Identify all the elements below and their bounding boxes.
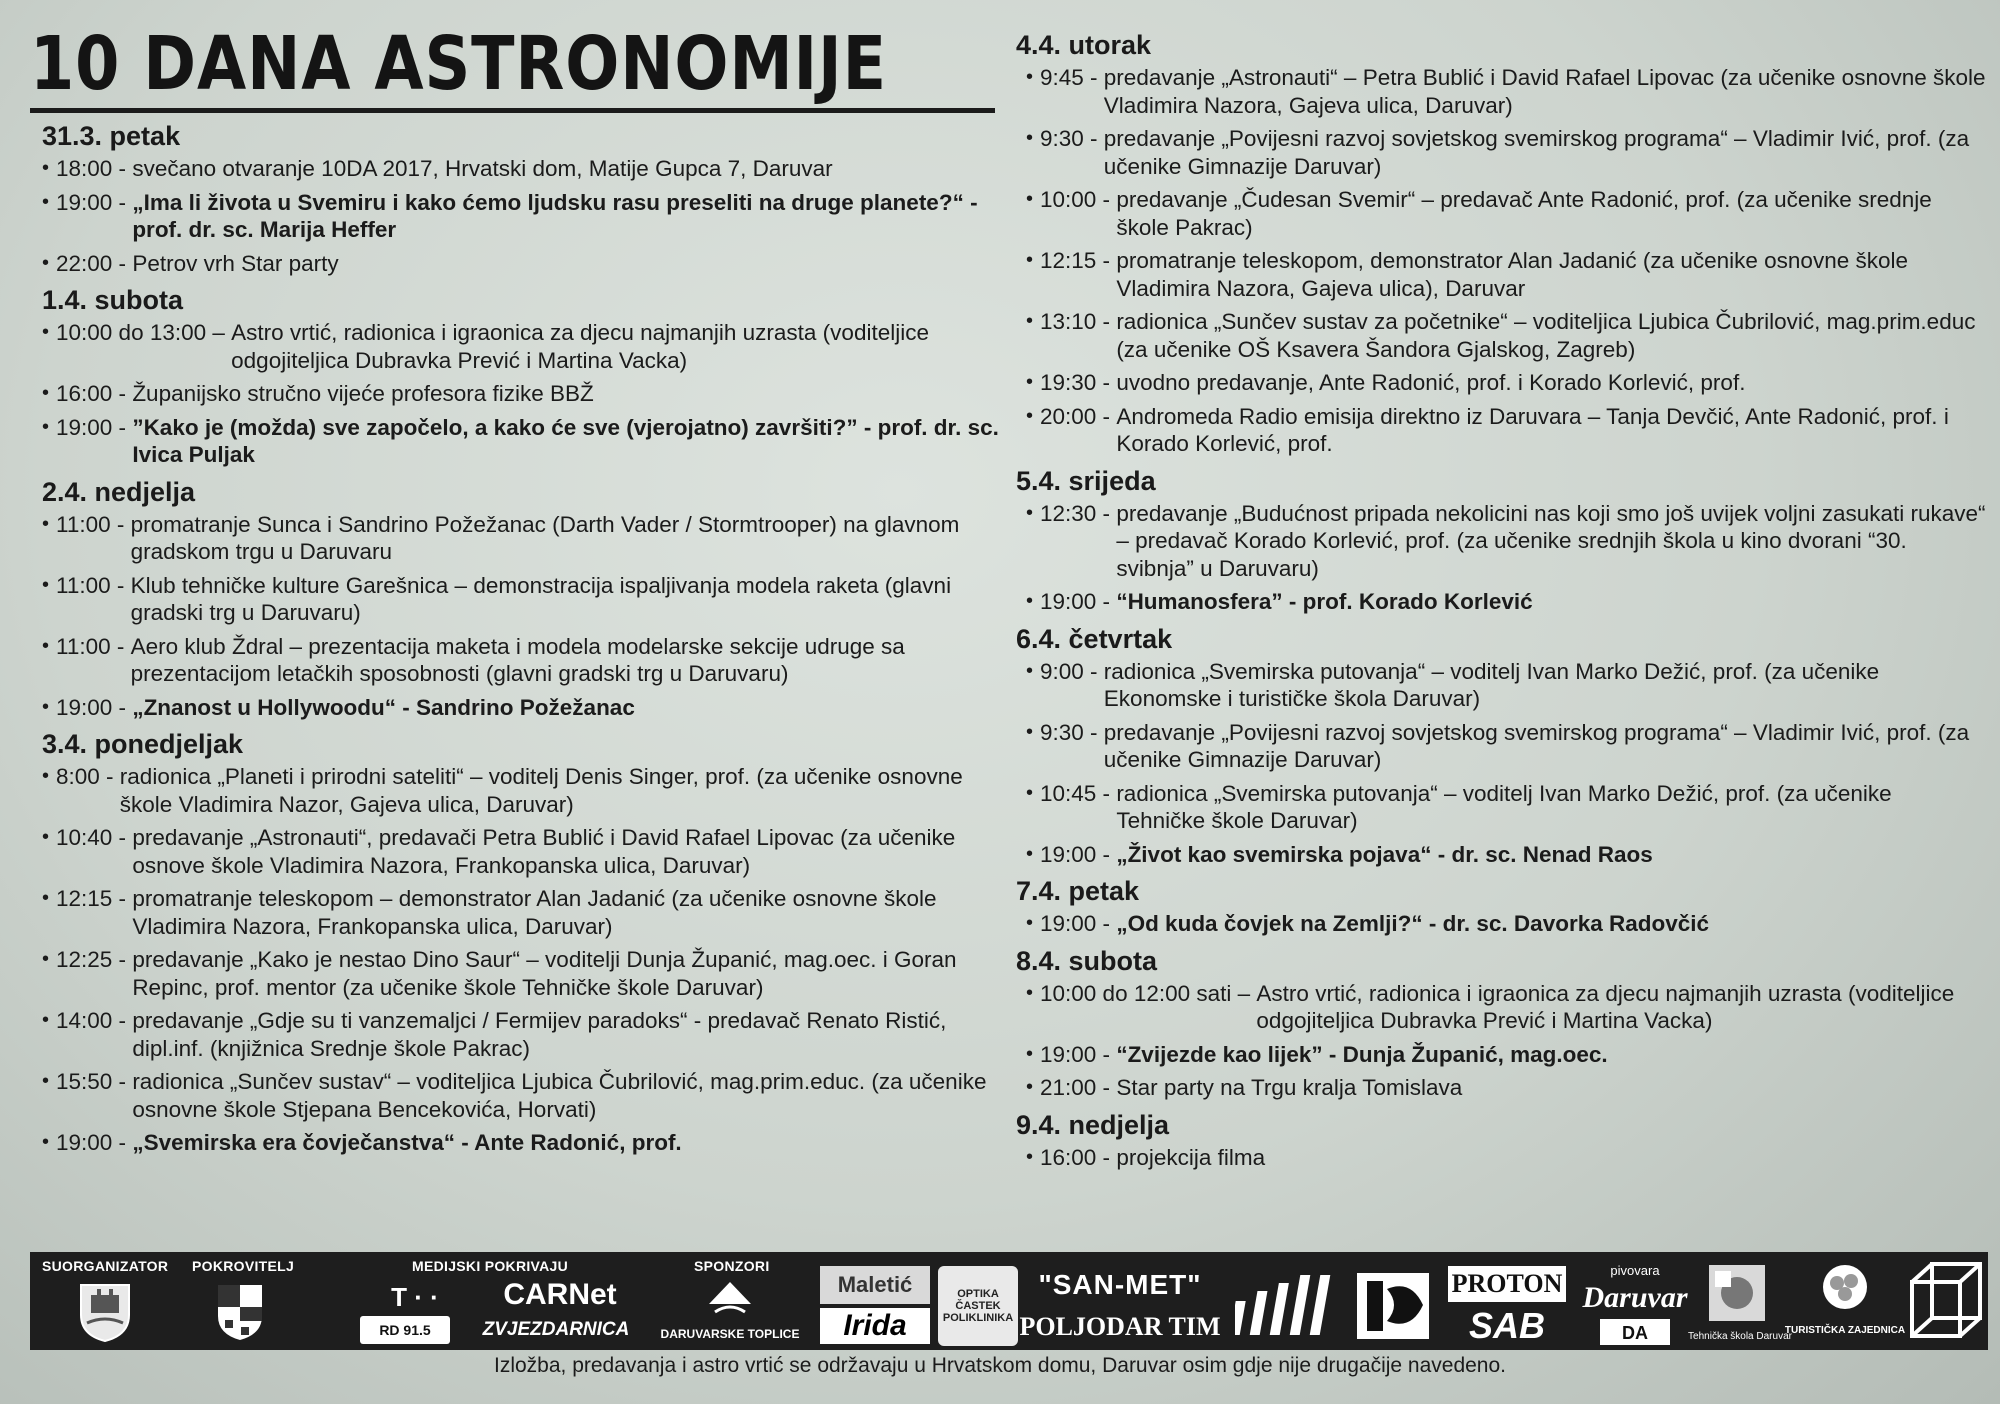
bullet-icon: • bbox=[1026, 720, 1034, 743]
event-description: „Od kuda čovjek na Zemlji?“ - dr. sc. Davorka Radovčić bbox=[1116, 911, 1710, 936]
pivovara-label: pivovara bbox=[1610, 1262, 1660, 1278]
event-item bbox=[42, 414, 1015, 469]
event-description: predavanje „Povijesni razvoj sovjetskog svemirskog programa“ – Vladimir Ivić, prof. (za učenike Gimnazije Daruvar) bbox=[1103, 126, 1970, 179]
event-item bbox=[1026, 247, 1986, 302]
event-item bbox=[1026, 841, 1986, 869]
bullet-icon: • bbox=[1026, 1042, 1034, 1065]
bullet-icon: • bbox=[1026, 1076, 1034, 1098]
bullet-icon: • bbox=[1026, 66, 1034, 88]
pokrovitelj-label: POKROVITELJ bbox=[192, 1258, 295, 1274]
event-description: “Humanosfera” - prof. Korado Korlević bbox=[1116, 589, 1533, 614]
sponzori-label: SPONZORI bbox=[694, 1258, 770, 1274]
bullet-icon: • bbox=[1026, 1145, 1034, 1168]
rd-radio-logo: RD 91.5 bbox=[360, 1316, 450, 1344]
bullet-icon: • bbox=[1026, 188, 1034, 210]
event-description: Star party na Trgu kralja Tomislava bbox=[1116, 1075, 1463, 1100]
event-item bbox=[1026, 1041, 1986, 1069]
event-time: 9:30 - bbox=[1040, 719, 1104, 745]
event-item bbox=[42, 694, 1015, 722]
event-item bbox=[42, 946, 1015, 1001]
bullet-icon: • bbox=[42, 512, 50, 535]
bullet-icon: • bbox=[42, 321, 50, 343]
pivovara-da-icon bbox=[1590, 1318, 1680, 1346]
event-item bbox=[42, 511, 1015, 566]
event-item bbox=[42, 633, 1015, 688]
day-heading: 2.4. nedjelja bbox=[42, 476, 196, 507]
event-time: 21:00 - bbox=[1040, 1075, 1117, 1100]
event-item bbox=[1026, 500, 1986, 583]
san-met-logo: "SAN-MET" bbox=[1038, 1269, 1202, 1300]
event-time: 13:10 - bbox=[1040, 309, 1117, 334]
bullet-icon: • bbox=[42, 415, 50, 438]
bullet-icon: • bbox=[42, 157, 50, 179]
day-section bbox=[1016, 944, 1986, 1102]
event-description: Astro vrtić, radionica i igraonica za djecu najmanjih uzrasta (voditeljice odgojiteljica Dubravka Prević i Martina Vacka) bbox=[1256, 980, 1955, 1033]
event-item bbox=[42, 380, 1015, 408]
bullet-icon: • bbox=[42, 826, 50, 848]
event-item bbox=[1026, 369, 1986, 397]
suorganizator-label: SUORGANIZATOR bbox=[42, 1258, 169, 1274]
bullet-icon: • bbox=[42, 382, 50, 404]
event-time: 19:00 - bbox=[1040, 911, 1117, 936]
event-item bbox=[42, 885, 1015, 940]
bullet-icon: • bbox=[1026, 659, 1034, 682]
event-time: 8:00 - bbox=[56, 764, 120, 789]
proton-logo: PROTON bbox=[1448, 1266, 1566, 1302]
day-heading: 8.4. subota bbox=[1016, 945, 1158, 976]
bullet-icon: • bbox=[42, 1009, 50, 1031]
event-description: „Svemirska era čovječanstva“ - Ante Radonić, prof. bbox=[132, 1130, 682, 1155]
event-time: 19:00 - bbox=[1040, 841, 1117, 867]
event-time: 22:00 - bbox=[56, 250, 133, 276]
event-time: 19:00 - bbox=[1040, 589, 1117, 614]
event-description: radionica „Svemirska putovanja“ – voditelj Ivan Marko Dežić, prof. (za učenike Tehničke škole Daruvar) bbox=[1116, 780, 1892, 833]
event-time: 19:00 - bbox=[56, 1130, 133, 1155]
right-schedule bbox=[1016, 28, 1986, 1171]
event-description: predavanje „Astronauti“ – Petra Bublić i David Rafael Lipovac (za učenike osnovne škole Vladimira Nazora, Gajeva ulica, Daruvar) bbox=[1103, 65, 1986, 118]
sponsor-bar bbox=[30, 1252, 1988, 1350]
event-item bbox=[42, 319, 1015, 374]
event-item bbox=[1026, 125, 1986, 180]
event-time: 14:00 - bbox=[56, 1008, 133, 1033]
event-item bbox=[1026, 1144, 1986, 1172]
event-description: Županijsko stručno vijeće profesora fizike BBŽ bbox=[132, 381, 594, 406]
event-time: 12:15 - bbox=[1040, 248, 1117, 273]
irida-logo: Irida bbox=[820, 1308, 930, 1344]
event-description: radionica „Sunčev sustav“ – voditeljica Ljubica Čubrilović, mag.prim.educ. (za učenike osnovne škole Stjepana Bencekovića, Horvati) bbox=[132, 1069, 987, 1122]
event-item bbox=[1026, 64, 1986, 119]
event-description: Klub tehničke kulture Garešnica – demonstracija ispaljivanja modela raketa (glavni gradski trg u Daruvaru) bbox=[130, 572, 952, 625]
event-description: svečano otvaranje 10DA 2017, Hrvatski dom, Matije Gupca 7, Daruvar bbox=[132, 156, 833, 181]
tehnicka-skola-icon bbox=[1702, 1262, 1772, 1324]
event-item bbox=[42, 763, 1015, 818]
event-description: Petrov vrh Star party bbox=[132, 250, 339, 276]
event-time: 19:00 - bbox=[56, 414, 133, 440]
day-heading: 1.4. subota bbox=[42, 285, 184, 315]
event-description: Aero klub Ždral – prezentacija maketa i modela modelarske sekcije udruge sa prezentacijom letačkih sposobnosti (glavni gradski trg u Daruvaru) bbox=[130, 633, 905, 686]
bullet-icon: • bbox=[1026, 590, 1034, 612]
event-item bbox=[42, 1007, 1015, 1062]
event-description: projekcija filma bbox=[1116, 1144, 1266, 1170]
event-description: promatranje teleskopom, demonstrator Alan Jadanić (za učenike osnovne škole Vladimira Nazora, Gajeva ulica), Daruvar bbox=[1116, 248, 1908, 301]
zvjezdarnica-logo: ZVJEZDARNICA bbox=[482, 1319, 630, 1340]
day-section bbox=[30, 727, 1015, 1157]
event-description: Astro vrtić, radionica i igraonica za djecu najmanjih uzrasta (voditeljice odgojiteljica Dubravka Prević i Martina Vacka) bbox=[231, 320, 929, 373]
bullet-icon: • bbox=[42, 1131, 50, 1153]
event-item bbox=[42, 1068, 1015, 1123]
bullet-icon: • bbox=[1026, 842, 1034, 865]
telekom-logo: T · · bbox=[391, 1281, 439, 1312]
event-description: radionica „Sunčev sustav za početnike“ – voditeljica Ljubica Čubrilović, mag.prim.educ (za učenike OŠ Ksavera Šandora Gjalskog, Zagreb) bbox=[1116, 309, 1976, 362]
event-item bbox=[42, 572, 1015, 627]
event-time: 9:45 - bbox=[1040, 65, 1104, 90]
event-item bbox=[42, 250, 1015, 278]
day-heading: 6.4. četvrtak bbox=[1016, 623, 1173, 654]
event-item bbox=[42, 1129, 1015, 1157]
event-time: 16:00 - bbox=[1040, 1144, 1117, 1170]
event-time: 18:00 - bbox=[56, 156, 133, 181]
cube-logo-icon bbox=[1904, 1256, 1988, 1346]
event-description: promatranje teleskopom – demonstrator Alan Jadanić (za učenike osnovne škole Vladimira Nazora, Frankopanska ulica, Daruvar) bbox=[132, 886, 937, 939]
event-time: 11:00 - bbox=[56, 511, 131, 537]
event-time: 16:00 - bbox=[56, 381, 133, 406]
event-description: predavanje „Budućnost pripada nekolicini nas koji smo još uvijek voljni zasukati rukave“ – predavač Korado Korlević, prof. (za učenike srednjih škola u kino dvorani “30. svibnja” u Daruvaru) bbox=[1116, 500, 1986, 581]
fish-logo-icon bbox=[1348, 1266, 1438, 1346]
event-item bbox=[42, 189, 1015, 244]
event-time: 19:30 - bbox=[1040, 370, 1117, 395]
bullet-icon: • bbox=[42, 634, 50, 657]
event-description: „Znanost u Hollywoodu“ - Sandrino Požežanac bbox=[132, 694, 635, 720]
day-heading: 3.4. ponedjeljak bbox=[42, 729, 244, 759]
medijski-label: MEDIJSKI POKRIVAJU bbox=[412, 1258, 569, 1274]
day-section bbox=[1016, 1108, 1986, 1172]
event-time: 9:30 - bbox=[1040, 126, 1104, 151]
day-heading: 4.4. utorak bbox=[1016, 30, 1152, 60]
event-time: 9:00 - bbox=[1040, 658, 1104, 684]
event-time: 10:00 - bbox=[1040, 187, 1117, 212]
event-description: ”Kako je (možda) sve započelo, a kako će sve (vjerojatno) završiti?” - prof. dr. sc. Ivica Puljak bbox=[132, 414, 999, 467]
event-time: 10:45 - bbox=[1040, 780, 1117, 806]
event-description: predavanje „Čudesan Svemir“ – predavač Ante Radonić, prof. (za učenike srednje škole Pakrac) bbox=[1116, 187, 1932, 240]
left-schedule bbox=[30, 119, 1015, 1157]
pivovara-daruvar-logo: Daruvar bbox=[1582, 1281, 1688, 1314]
event-item bbox=[1026, 403, 1986, 458]
event-item bbox=[42, 155, 1015, 183]
event-description: predavanje „Astronauti“, predavači Petra Bublić i David Rafael Lipovac (za učenike osnove škole Vladimira Nazora, Frankopanska ulica, Daruvar) bbox=[132, 825, 956, 878]
page-title: 10 DANA ASTRONOMIJE bbox=[30, 21, 887, 107]
event-item bbox=[1026, 780, 1986, 835]
event-description: radionica „Planeti i prirodni sateliti“ – voditelj Denis Singer, prof. (za učenike osnovne škole Vladimira Nazor, Gajeva ulica, Daruvar) bbox=[119, 764, 963, 817]
day-section bbox=[1016, 622, 1986, 869]
event-time: 15:50 - bbox=[56, 1069, 133, 1094]
day-section bbox=[30, 119, 1015, 277]
bullet-icon: • bbox=[42, 948, 50, 970]
event-description: uvodno predavanje, Ante Radonić, prof. i Korado Korlević, prof. bbox=[1116, 370, 1746, 395]
event-description: radionica „Svemirska putovanja“ – voditelj Ivan Marko Dežić, prof. (za učenike Ekonomske i turističke škola Daruvar) bbox=[1103, 658, 1880, 711]
event-item bbox=[1026, 588, 1986, 616]
maletic-logo: Maletić bbox=[820, 1266, 930, 1304]
daruvarske-toplice-icon bbox=[690, 1276, 770, 1320]
title-underline bbox=[30, 108, 995, 113]
event-description: promatranje Sunca i Sandrino Požežanac (Darth Vader / Stormtrooper) na glavnom gradskom trgu u Daruvaru bbox=[130, 511, 960, 564]
event-description: “Zvijezde kao lijek” - Dunja Županić, mag.oec. bbox=[1116, 1041, 1608, 1067]
event-time: 12:30 - bbox=[1040, 500, 1117, 526]
event-description: predavanje „Gdje su ti vanzemaljci / Fermijev paradoks“ - predavač Renato Ristić, dipl.inf. (knjižnica Srednje škole Pakrac) bbox=[132, 1008, 947, 1061]
optika-castek-logo: OPTIKA ČASTEK POLIKLINIKA bbox=[938, 1266, 1018, 1346]
bullet-icon: • bbox=[1026, 249, 1034, 271]
day-section bbox=[1016, 28, 1986, 458]
stripes-logo-icon bbox=[1230, 1266, 1340, 1346]
bullet-icon: • bbox=[1026, 310, 1034, 332]
day-heading: 9.4. nedjelja bbox=[1016, 1109, 1170, 1140]
bullet-icon: • bbox=[42, 765, 50, 787]
poljodar-tim-logo: POLJODAR TIM bbox=[1019, 1312, 1221, 1341]
bullet-icon: • bbox=[42, 695, 50, 718]
event-item bbox=[1026, 719, 1986, 774]
day-section bbox=[1016, 464, 1986, 616]
county-coat-of-arms-icon bbox=[212, 1280, 268, 1344]
event-item bbox=[1026, 1074, 1986, 1102]
day-heading: 7.4. petak bbox=[1016, 876, 1140, 906]
bullet-icon: • bbox=[42, 887, 50, 909]
event-time: 19:00 - bbox=[56, 189, 133, 215]
day-heading: 5.4. srijeda bbox=[1016, 465, 1156, 496]
event-time: 19:00 - bbox=[1040, 1041, 1117, 1067]
event-description: „Život kao svemirska pojava“ - dr. sc. Nenad Raos bbox=[1116, 841, 1653, 867]
event-item bbox=[1026, 658, 1986, 713]
day-heading: 31.3. petak bbox=[42, 121, 181, 151]
event-time: 12:15 - bbox=[56, 886, 133, 911]
turisticka-zajednica-label: TURISTIČKA ZAJEDNICA bbox=[1784, 1324, 1906, 1336]
footer-note: Izložba, predavanja i astro vrtić se održavaju u Hrvatskom domu, Daruvar osim gdje nije drugačije navedeno. bbox=[494, 1354, 1506, 1377]
svg-text:DA: DA bbox=[1622, 1323, 1648, 1343]
sab-logo: SAB bbox=[1468, 1305, 1545, 1346]
bullet-icon: • bbox=[42, 251, 50, 274]
event-time: 10:00 do 12:00 sati – bbox=[1040, 980, 1257, 1006]
event-description: predavanje „Kako je nestao Dino Saur“ – voditelji Dunja Županić, mag.oec. i Goran Repinc, prof. mentor (za učenike škole Tehničke škole Daruvar) bbox=[132, 947, 957, 1000]
bullet-icon: • bbox=[1026, 781, 1034, 804]
bullet-icon: • bbox=[42, 1070, 50, 1092]
bullet-icon: • bbox=[42, 573, 50, 596]
carnet-logo: CARNet bbox=[503, 1278, 617, 1311]
event-time: 20:00 - bbox=[1040, 403, 1117, 429]
bullet-icon: • bbox=[1026, 912, 1034, 934]
event-item bbox=[1026, 308, 1986, 363]
day-section bbox=[30, 283, 1015, 469]
left-column bbox=[30, 0, 1015, 1163]
event-description: predavanje „Povijesni razvoj sovjetskog svemirskog programa“ – Vladimir Ivić, prof. (za učenike Gimnazije Daruvar) bbox=[1103, 719, 1970, 772]
daruvarske-toplice-logo: DARUVARSKE TOPLICE bbox=[660, 1327, 800, 1341]
event-time: 11:00 - bbox=[56, 633, 131, 659]
turisticka-zajednica-icon bbox=[1810, 1260, 1880, 1316]
bullet-icon: • bbox=[1026, 404, 1034, 427]
event-time: 11:00 - bbox=[56, 572, 131, 598]
right-column bbox=[1016, 22, 1986, 1177]
tehnicka-skola-label: Tehnička škola Daruvar bbox=[1688, 1330, 1792, 1342]
event-time: 10:40 - bbox=[56, 825, 133, 850]
event-description: Andromeda Radio emisija direktno iz Daruvara – Tanja Devčić, Ante Radonić, prof. i Korado Korlević, prof. bbox=[1116, 403, 1949, 456]
bullet-icon: • bbox=[1026, 371, 1034, 393]
bullet-icon: • bbox=[1026, 127, 1034, 149]
event-time: 12:25 - bbox=[56, 947, 133, 972]
event-time: 10:00 do 13:00 – bbox=[56, 320, 232, 345]
event-item bbox=[42, 824, 1015, 879]
day-section bbox=[30, 475, 1015, 722]
day-section bbox=[1016, 874, 1986, 938]
bullet-icon: • bbox=[42, 190, 50, 213]
event-item bbox=[1026, 980, 1986, 1035]
event-item bbox=[1026, 186, 1986, 241]
event-item bbox=[1026, 910, 1986, 938]
daruvar-coat-of-arms-icon bbox=[75, 1280, 135, 1344]
bullet-icon: • bbox=[1026, 501, 1034, 524]
bullet-icon: • bbox=[1026, 981, 1034, 1004]
event-time: 19:00 - bbox=[56, 694, 133, 720]
event-description: „Ima li života u Svemiru i kako ćemo ljudsku rasu preseliti na druge planete?“ - prof. dr. sc. Marija Heffer bbox=[132, 189, 978, 242]
